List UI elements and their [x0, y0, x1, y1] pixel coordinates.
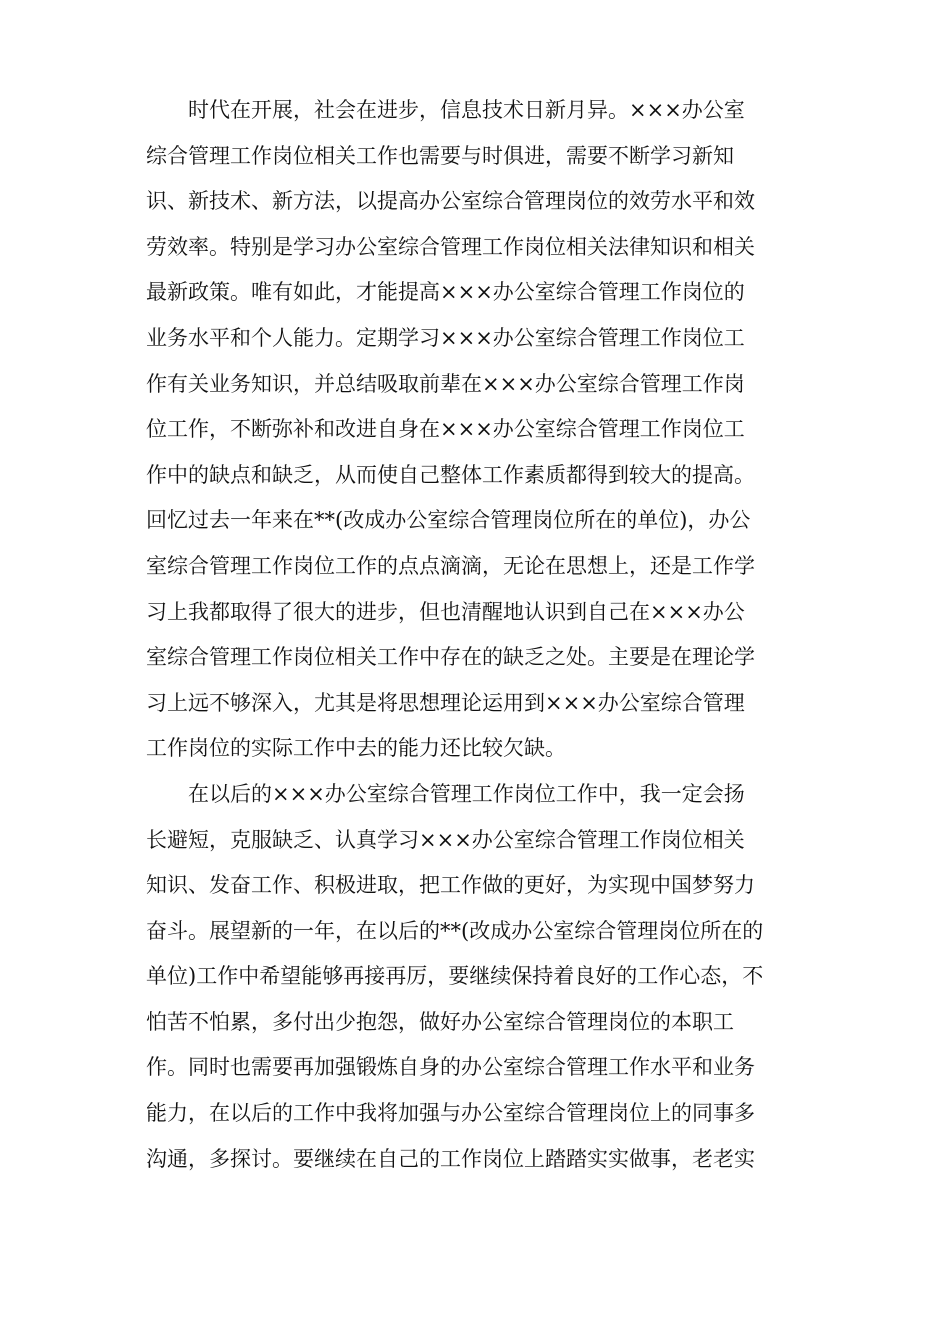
text-line: 室综合管理工作岗位工作的点点滴滴，无论在思想上，还是工作学 — [146, 553, 755, 578]
text-line: 作中的缺点和缺乏，从而使自己整体工作素质都得到较大的提高。 — [146, 462, 755, 487]
text-line: 室综合管理工作岗位相关工作中存在的缺乏之处。主要是在理论学 — [146, 645, 755, 670]
text-line: 回忆过去一年来在**(改成办公室综合管理岗位所在的单位)，办公 — [146, 508, 751, 533]
text-line: 沟通，多探讨。要继续在自己的工作岗位上踏踏实实做事，老老实 — [146, 1146, 755, 1171]
text-line: 位工作，不断弥补和改进自身在×××办公室综合管理工作岗位工 — [146, 417, 745, 442]
text-line: 怕苦不怕累，多付出少抱怨，做好办公室综合管理岗位的本职工 — [146, 1009, 734, 1034]
text-line: 奋斗。展望新的一年，在以后的**(改成办公室综合管理岗位所在的 — [146, 918, 764, 943]
text-line: 长避短，克服缺乏、认真学习×××办公室综合管理工作岗位相关 — [146, 827, 745, 852]
text-line: 劳效率。特别是学习办公室综合管理工作岗位相关法律知识和相关 — [146, 234, 755, 259]
text-line: 在以后的×××办公室综合管理工作岗位工作中，我一定会扬 — [188, 781, 745, 806]
text-line: 能力，在以后的工作中我将加强与办公室综合管理岗位上的同事多 — [146, 1101, 755, 1126]
text-line: 最新政策。唯有如此，才能提高×××办公室综合管理工作岗位的 — [146, 280, 745, 305]
text-line: 习上远不够深入，尤其是将思想理论运用到×××办公室综合管理 — [146, 690, 745, 715]
text-line: 识、新技术、新方法，以提高办公室综合管理岗位的效劳水平和效 — [146, 189, 755, 214]
body-text — [146, 88, 816, 1182]
text-line: 业务水平和个人能力。定期学习×××办公室综合管理工作岗位工 — [146, 325, 745, 350]
text-line: 作。同时也需要再加强锻炼自身的办公室综合管理工作水平和业务 — [146, 1055, 755, 1080]
text-line: 习上我都取得了很大的进步，但也清醒地认识到自己在×××办公 — [146, 599, 745, 624]
text-line: 作有关业务知识，并总结吸取前辈在×××办公室综合管理工作岗 — [146, 371, 745, 396]
text-line: 工作岗位的实际工作中去的能力还比较欠缺。 — [146, 736, 566, 761]
text-line: 时代在开展，社会在进步，信息技术日新月异。×××办公室 — [188, 98, 745, 122]
text-line: 综合管理工作岗位相关工作也需要与时俱进，需要不断学习新知 — [146, 143, 734, 168]
text-line: 知识、发奋工作、积极进取，把工作做的更好，为实现中国梦努力 — [146, 873, 755, 898]
text-line: 单位)工作中希望能够再接再厉，要继续保持着良好的工作心态，不 — [146, 964, 764, 989]
